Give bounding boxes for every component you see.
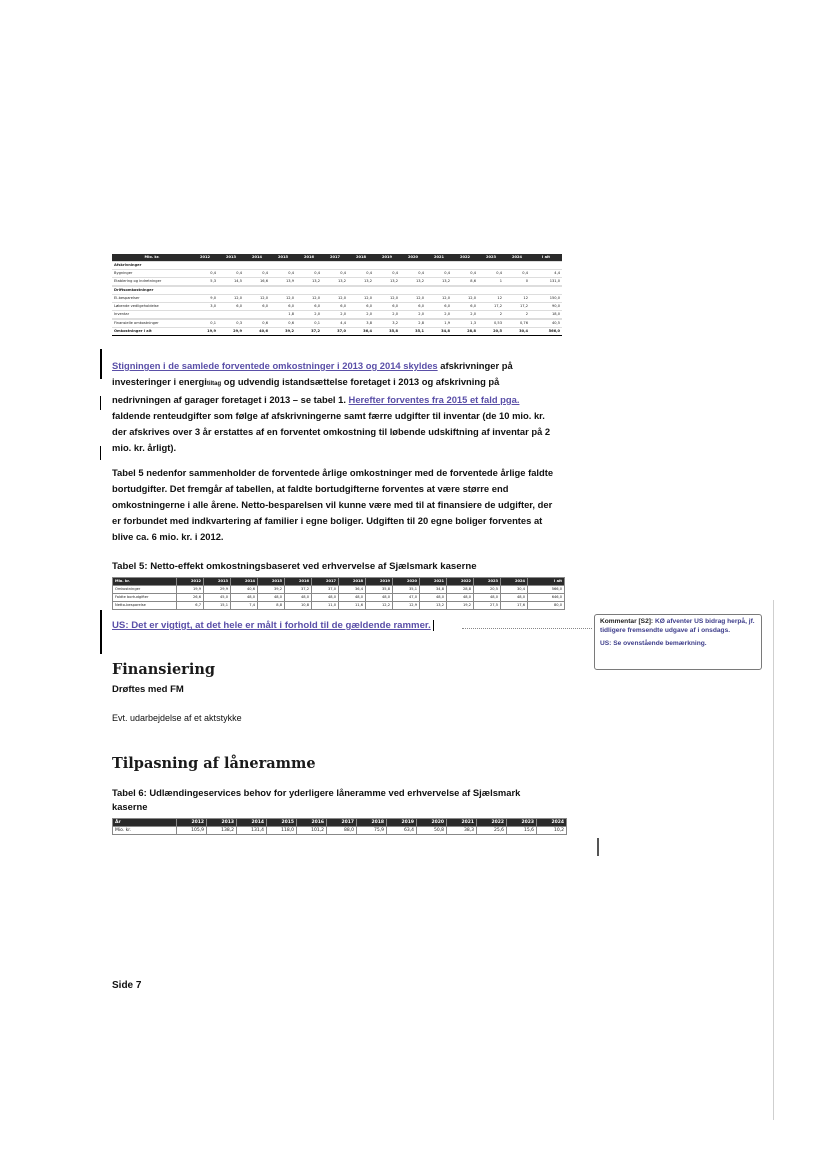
cell-value: 0 (504, 278, 530, 286)
scan-edge-line (597, 838, 599, 856)
cell-value: 75,9 (357, 827, 387, 835)
cell-value: 2,0 (348, 311, 374, 319)
paragraph-cost-increase: Stigningen i de samlede forventede omkostninger i 2013 og 2014 skyldes afskrivninger på investeringer i energitiltag og udvendig istandsættelse foretaget i 2013 og afskrivning på nedrivningen af garager foretaget i 2013 – se tabel 1. Herefter forventes fra 2015 et fald pga. faldende renteudgifter som følge af afskrivningerne samt færre udgifter til inventar (de 10 mio. kr. der afskrives over 3 år erstattes af en forventet omkostning til løbende udskiftning af inventar på 2 mio. kr. årligt). (112, 360, 551, 453)
cell-value: 6,0 (218, 303, 244, 311)
cell-value (218, 287, 244, 295)
cell-value (244, 287, 270, 295)
cell-value: 0,4 (426, 270, 452, 278)
cell-value: 0,3 (218, 320, 244, 328)
cell-value: 14,5 (218, 278, 244, 286)
cell-value (192, 287, 218, 295)
section-title-laaneramme: Tilpasning af låneramme (112, 755, 316, 772)
cell-value: 48,0 (312, 594, 339, 602)
section-subtitle: Drøftes med FM (112, 684, 184, 695)
cell-value: 12,0 (244, 295, 270, 303)
table-5-caption: Tabel 5: Netto-effekt omkostningsbaseret ved erhvervelse af Sjælsmark kaserne (112, 561, 477, 572)
cell-value: 7,4 (231, 602, 258, 610)
cell-value: 150,0 (530, 295, 562, 303)
section-title-finansiering: Finansiering (112, 661, 216, 678)
cell-value: 6,0 (452, 303, 478, 311)
cell-value (530, 287, 562, 295)
cell-value: 36,4 (348, 328, 374, 336)
cell-value: 566,0 (528, 586, 565, 594)
cell-value: 1,3 (452, 320, 478, 328)
cell-value: 30,4 (501, 586, 528, 594)
table-header-row (113, 578, 565, 586)
cell-value: 48,0 (339, 594, 366, 602)
cell-value: 9,0 (192, 295, 218, 303)
cell-value: 6,0 (322, 303, 348, 311)
cell-value: 13,2 (348, 278, 374, 286)
cell-value: 37,2 (296, 328, 322, 336)
cell-value (478, 262, 504, 270)
cell-value: 36,4 (339, 586, 366, 594)
cell-value: 80,0 (528, 602, 565, 610)
row-label: Etablering og indretninger (112, 278, 192, 286)
cell-value: 6,0 (270, 303, 296, 311)
tracked-deletion: Stigningen i de samlede forventede omkostninger i 2013 og 2014 skyldes (112, 360, 438, 371)
cell-value: 0,4 (322, 270, 348, 278)
cell-value: 105,9 (177, 827, 207, 835)
cell-value (426, 287, 452, 295)
cell-value: 11,0 (312, 602, 339, 610)
header-cell: 2019 (387, 819, 417, 827)
cell-value: 13,2 (400, 278, 426, 286)
row-label: Omkostninger (113, 586, 177, 594)
header-cell: 2022 (452, 254, 478, 262)
header-cell: 2020 (393, 578, 420, 586)
cell-value: 0,4 (192, 270, 218, 278)
cell-value (322, 287, 348, 295)
cell-value: 30,4 (504, 328, 530, 336)
cell-value (270, 287, 296, 295)
cell-value: 0,76 (504, 320, 530, 328)
cell-value (348, 262, 374, 270)
cell-value: 88,0 (327, 827, 357, 835)
header-cell: 2016 (297, 819, 327, 827)
cell-value: 16,6 (244, 278, 270, 286)
header-cell: 2023 (474, 578, 501, 586)
header-cell: 2019 (374, 254, 400, 262)
comment-author: Kommentar [S2]: (600, 618, 654, 625)
cell-value: 0,4 (504, 270, 530, 278)
row-label: Finansielle omkostninger (112, 320, 192, 328)
cell-value (244, 311, 270, 319)
change-bar (100, 396, 101, 410)
table-row (112, 303, 562, 311)
cell-value: 39,2 (270, 328, 296, 336)
cell-value: 48,0 (501, 594, 528, 602)
cell-value: 101,2 (297, 827, 327, 835)
cell-value: 20,5 (478, 328, 504, 336)
cell-value: 8,6 (452, 278, 478, 286)
cell-value: 0,4 (348, 270, 374, 278)
cell-value: 39,2 (258, 586, 285, 594)
table-4 (112, 254, 562, 336)
cell-value: 13,2 (420, 602, 447, 610)
table-6-caption: Tabel 6: Udlændingeservices behov for yderligere låneramme ved erhvervelse af Sjælsmark kaserne (112, 787, 521, 812)
cell-value: 27,5 (474, 602, 501, 610)
cell-value: 0,4 (478, 270, 504, 278)
header-cell: 2017 (322, 254, 348, 262)
cell-value: 3,0 (192, 303, 218, 311)
header-cell: 2015 (270, 254, 296, 262)
table-row (112, 320, 562, 328)
cell-value: 0,4 (218, 270, 244, 278)
cell-value: 2 (478, 311, 504, 319)
cell-value: 0,4 (270, 270, 296, 278)
cell-value: 45,0 (204, 594, 231, 602)
cell-value: 48,0 (258, 594, 285, 602)
cell-value: 50,8 (417, 827, 447, 835)
cell-value: 48,0 (474, 594, 501, 602)
cell-value: 37,0 (312, 586, 339, 594)
cell-value: 29,9 (204, 586, 231, 594)
row-label: El-besparelser (112, 295, 192, 303)
cell-value: 48,0 (231, 594, 258, 602)
header-cell: 2024 (537, 819, 567, 827)
cell-value: 19,9 (192, 328, 218, 336)
cell-value: 26,6 (177, 594, 204, 602)
cell-value: 2,0 (426, 311, 452, 319)
cell-value: 40,5 (530, 320, 562, 328)
cell-value: 6,0 (296, 303, 322, 311)
header-cell: Mio. kr. (113, 578, 177, 586)
change-bar (100, 349, 102, 379)
cell-value: 40,6 (244, 328, 270, 336)
cell-value: 12 (478, 295, 504, 303)
cell-value: 0,4 (374, 270, 400, 278)
table-row (112, 295, 562, 303)
header-cell: 2016 (285, 578, 312, 586)
tracked-deletion: Herefter forventes fra 2015 et fald pga. (348, 394, 520, 405)
cell-value: 17,2 (478, 303, 504, 311)
cell-value: 0,4 (452, 270, 478, 278)
row-label: Netto-besparelse (113, 602, 177, 610)
header-cell: Mio. kr. (112, 254, 192, 262)
cell-value (296, 287, 322, 295)
cell-value: 2,0 (296, 311, 322, 319)
cell-value: 90,0 (530, 303, 562, 311)
table-row (112, 278, 562, 286)
cell-value: 1,9 (426, 320, 452, 328)
cell-value: 131,0 (530, 278, 562, 286)
table-row (113, 594, 565, 602)
header-cell: 2022 (477, 819, 507, 827)
cell-value: 29,9 (218, 328, 244, 336)
cell-value (478, 287, 504, 295)
cell-value: 28,8 (452, 328, 478, 336)
header-cell: 2021 (420, 578, 447, 586)
cell-value: 13,2 (322, 278, 348, 286)
cell-value: 0,4 (400, 270, 426, 278)
header-cell: 2024 (501, 578, 528, 586)
cell-value (400, 262, 426, 270)
cell-value: 0,4 (244, 270, 270, 278)
cell-value (426, 262, 452, 270)
cell-value (504, 287, 530, 295)
cell-value: 13,2 (296, 278, 322, 286)
cell-value: 2,0 (400, 311, 426, 319)
header-cell: 2013 (218, 254, 244, 262)
cell-value: 47,0 (393, 594, 420, 602)
header-cell: I alt (528, 578, 565, 586)
cell-value (192, 262, 218, 270)
table-row (112, 262, 562, 270)
header-cell: 2015 (267, 819, 297, 827)
cell-value: 138,2 (207, 827, 237, 835)
cell-value: 40,6 (231, 586, 258, 594)
header-cell: 2019 (366, 578, 393, 586)
cell-value: 0,53 (478, 320, 504, 328)
cell-value (452, 262, 478, 270)
row-label: Driftsomkostninger (112, 287, 192, 295)
table-row (113, 586, 565, 594)
header-cell: 2012 (177, 578, 204, 586)
cell-value: 12,0 (426, 295, 452, 303)
cell-value: 48,0 (366, 594, 393, 602)
table-row (112, 270, 562, 278)
cell-value (192, 311, 218, 319)
cell-value: 0,6 (244, 320, 270, 328)
cell-value: 38,3 (447, 827, 477, 835)
table-row (113, 827, 567, 835)
cell-value: 3,2 (374, 320, 400, 328)
paragraph-table5-intro: Tabel 5 nedenfor sammenholder de forventede årlige omkostninger med de forventede årlige faldte bortudgifter. Det fremgår af tabellen, at faldte bortudgifterne forventes at være større end omkostningerne i alle årene. Netto-besparelsen vil kunne være med til at finansiere de udgifter, der er forbundet med indkvartering af familier i egne boliger. Udgiften til 20 egne boliger forventes at blive ca. 6 mio. kr. i 2012. (112, 467, 554, 542)
header-cell: 2022 (447, 578, 474, 586)
table-row (112, 287, 562, 295)
cell-value: 1 (478, 278, 504, 286)
row-label: Afskrivninger (112, 262, 192, 270)
cell-value: 17,2 (504, 303, 530, 311)
cell-value: 48,0 (285, 594, 312, 602)
comment-reply-line: US: Det er vigtigt, at det hele er målt i forhold til de gældende rammer. (112, 620, 434, 631)
cell-value: 566,0 (530, 328, 562, 336)
header-cell: 2018 (357, 819, 387, 827)
cell-value: 37,2 (285, 586, 312, 594)
cell-value (322, 262, 348, 270)
change-bar (100, 446, 101, 460)
table-header-row (113, 819, 567, 827)
cell-value: 15,1 (204, 602, 231, 610)
cell-value: 13,2 (374, 278, 400, 286)
cell-value: 2,8 (400, 320, 426, 328)
cell-value: 13,2 (426, 278, 452, 286)
review-comment[interactable] (594, 614, 762, 670)
comment-reply: US: Se ovenstående bemærkning. (600, 639, 707, 647)
header-cell: 2015 (258, 578, 285, 586)
cell-value: 6,0 (244, 303, 270, 311)
cell-value: 19,2 (447, 602, 474, 610)
header-cell: År (113, 819, 177, 827)
cell-value: 2,0 (322, 311, 348, 319)
cell-value: 34,8 (426, 328, 452, 336)
cell-value: 1,8 (270, 311, 296, 319)
cell-value: 12,0 (348, 295, 374, 303)
header-cell: I alt (530, 254, 562, 262)
cell-value: 34,8 (420, 586, 447, 594)
cell-value: 12,0 (374, 295, 400, 303)
cell-value: 12,2 (366, 602, 393, 610)
cell-value: 2,0 (374, 311, 400, 319)
cell-value: 13,9 (270, 278, 296, 286)
cell-value: 35,1 (400, 328, 426, 336)
row-label: Løbende vedligeholdelse (112, 303, 192, 311)
cell-value: 3,8 (348, 320, 374, 328)
table-row (112, 328, 562, 336)
cell-value: 12 (504, 295, 530, 303)
cell-value: 6,0 (348, 303, 374, 311)
cell-value: 12,0 (452, 295, 478, 303)
cell-value: 0,1 (296, 320, 322, 328)
cell-value: 6,0 (426, 303, 452, 311)
header-cell: 2017 (327, 819, 357, 827)
header-cell: 2013 (207, 819, 237, 827)
row-label: Omkostninger i alt (112, 328, 192, 336)
header-cell: 2014 (231, 578, 258, 586)
cell-value: 8,8 (258, 602, 285, 610)
cell-value: 28,8 (447, 586, 474, 594)
header-cell: 2023 (507, 819, 537, 827)
cell-value: 5,3 (192, 278, 218, 286)
header-cell: 2021 (447, 819, 477, 827)
cell-value: 48,0 (420, 594, 447, 602)
header-cell: 2012 (177, 819, 207, 827)
cell-value: 35,8 (366, 586, 393, 594)
cell-value: 4,4 (322, 320, 348, 328)
change-bar (100, 610, 102, 654)
cell-value: 646,0 (528, 594, 565, 602)
scan-edge-line (773, 600, 774, 1120)
cell-value: 2,0 (452, 311, 478, 319)
cell-value: 6,0 (400, 303, 426, 311)
page-number: Side 7 (112, 980, 142, 991)
cell-value: 2 (504, 311, 530, 319)
cell-value (270, 262, 296, 270)
cell-value: 12,0 (296, 295, 322, 303)
cell-value: 20,5 (474, 586, 501, 594)
table-5 (112, 577, 565, 610)
cell-value: 15,6 (507, 827, 537, 835)
header-cell: 2013 (204, 578, 231, 586)
comment-connector (462, 628, 592, 629)
header-cell: 2014 (237, 819, 267, 827)
cell-value: 18,0 (530, 311, 562, 319)
cell-value: 0,6 (270, 320, 296, 328)
cell-value: 6,7 (177, 602, 204, 610)
cell-value (530, 262, 562, 270)
row-label: Mio. kr. (113, 827, 177, 835)
cell-value: 10,8 (285, 602, 312, 610)
cell-value (452, 287, 478, 295)
header-cell: 2012 (192, 254, 218, 262)
cell-value (504, 262, 530, 270)
table-6 (112, 818, 567, 835)
header-cell: 2020 (400, 254, 426, 262)
row-label: Faldte bortudgifter (113, 594, 177, 602)
header-cell: 2018 (339, 578, 366, 586)
cell-value: 12,0 (218, 295, 244, 303)
cell-value (218, 262, 244, 270)
row-label: Inventar (112, 311, 192, 319)
cell-value: 118,0 (267, 827, 297, 835)
header-cell: 2018 (348, 254, 374, 262)
table-row (113, 602, 565, 610)
cell-value (374, 262, 400, 270)
section-note: Evt. udarbejdelse af et aktstykke (112, 713, 242, 723)
comment-text: KØ afventer US bidrag herpå, jf. tidligere fremsendte udgave af i onsdags. (600, 618, 755, 634)
header-cell: 2021 (426, 254, 452, 262)
header-cell: 2023 (478, 254, 504, 262)
header-cell: 2020 (417, 819, 447, 827)
cell-value: 12,0 (270, 295, 296, 303)
cell-value (244, 262, 270, 270)
header-cell: 2014 (244, 254, 270, 262)
cell-value: 12,9 (393, 602, 420, 610)
cell-value: 12,0 (322, 295, 348, 303)
cell-value: 11,6 (339, 602, 366, 610)
cell-value: 17,6 (501, 602, 528, 610)
cell-value (400, 287, 426, 295)
cell-value: 25,6 (477, 827, 507, 835)
header-cell: 2024 (504, 254, 530, 262)
cell-value: 4,4 (530, 270, 562, 278)
cell-value: 63,4 (387, 827, 417, 835)
header-cell: 2016 (296, 254, 322, 262)
cell-value: 6,0 (374, 303, 400, 311)
header-cell: 2017 (312, 578, 339, 586)
table-header-row (112, 254, 562, 262)
cell-value: 48,0 (447, 594, 474, 602)
cell-value: 19,9 (177, 586, 204, 594)
cell-value: 12,0 (400, 295, 426, 303)
cell-value: 10,2 (537, 827, 567, 835)
cell-value (374, 287, 400, 295)
cell-value: 35,1 (393, 586, 420, 594)
cell-value: 0,4 (296, 270, 322, 278)
cell-value: 0,1 (192, 320, 218, 328)
cell-value: 131,4 (237, 827, 267, 835)
row-label: Bygninger (112, 270, 192, 278)
cell-value (296, 262, 322, 270)
cell-value (348, 287, 374, 295)
cell-value (218, 311, 244, 319)
cell-value: 37,0 (322, 328, 348, 336)
cell-value: 35,8 (374, 328, 400, 336)
table-row (112, 311, 562, 319)
